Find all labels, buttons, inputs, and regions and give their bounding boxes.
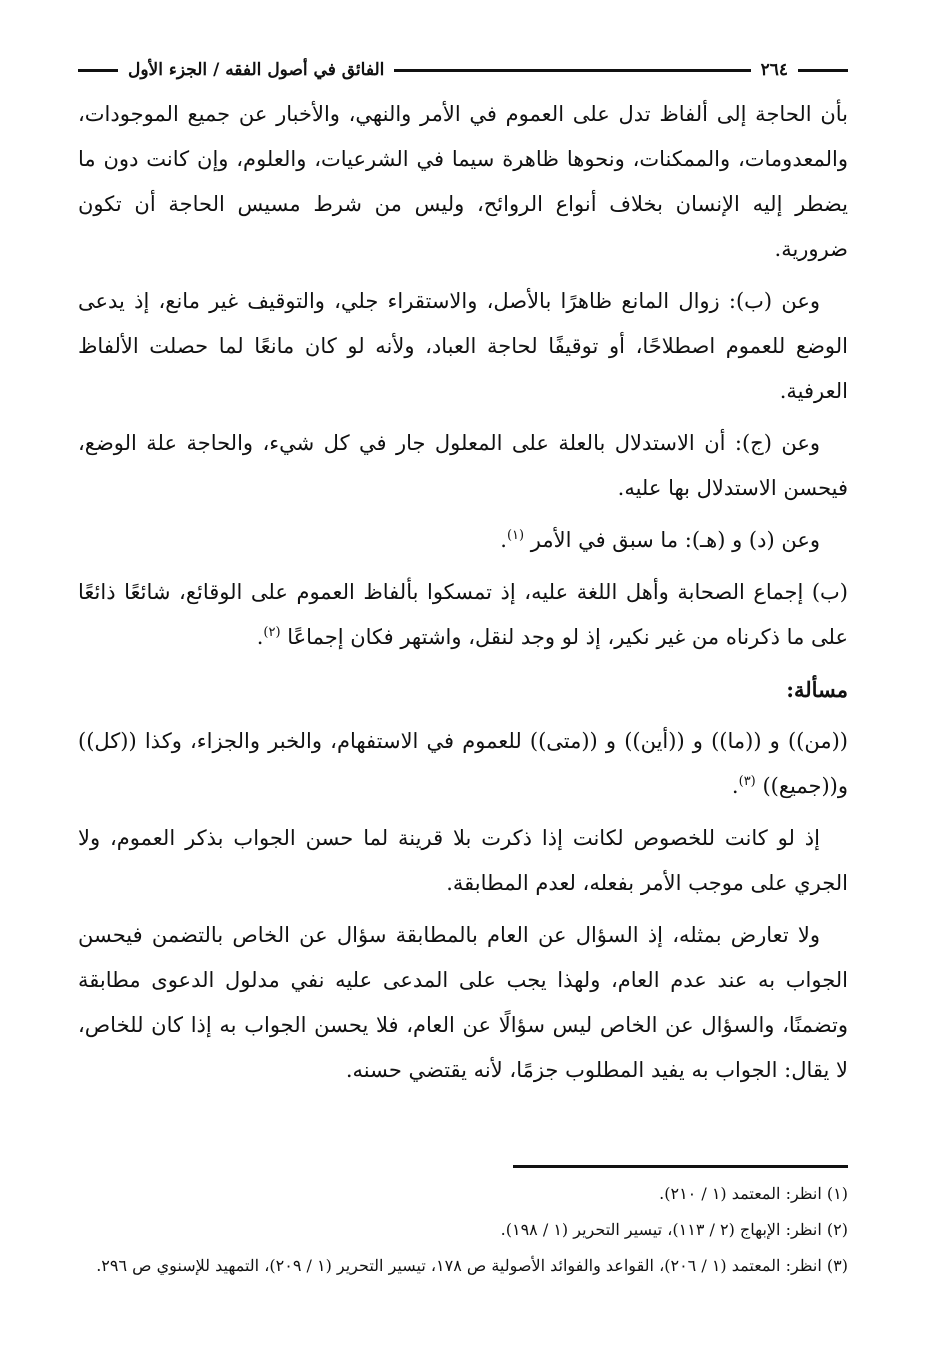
footnote-1: (١) انظر: المعتمد (١ / ٢١٠).	[659, 1184, 848, 1203]
paragraph-4-end: .	[500, 528, 507, 552]
paragraph-1	[78, 92, 848, 272]
footnote-ref-3: (٣)	[738, 774, 756, 789]
header-rule-left	[78, 69, 118, 72]
paragraph-8	[78, 816, 848, 906]
paragraph-7	[78, 719, 848, 809]
footnote-3: (٣) انظر: المعتمد (١ / ٢٠٦)، القواعد والفوائد الأصولية ص ١٧٨، تيسير التحرير (١ / ٢٠٩)، التمهيد للإسنوي ص ٢٩٦.	[96, 1256, 848, 1275]
book-title: الفائق في أصول الفقه / الجزء الأول	[128, 60, 385, 80]
page-number: ٢٦٤	[760, 60, 788, 80]
header-rule-middle	[394, 69, 750, 72]
paragraph-2	[78, 279, 848, 414]
section-heading-text: مسألة:	[786, 677, 848, 702]
footnote-2: (٢) انظر: الإبهاج (٢ / ١١٣)، تيسير التحرير (١ / ١٩٨).	[500, 1220, 848, 1239]
footnote-ref-2: (٢)	[263, 625, 281, 640]
paragraph-4	[78, 518, 848, 563]
paragraph-2-text: وعن (ب): زوال المانع ظاهرًا بالأصل، والاستقراء جلي، والتوقيف غير مانع، إذ يدعى الوضع للعموم اصطلاحًا، أو توقيفًا لحاجة العباد، ولأنه لو كان مانعًا لما حصلت الألفاظ العرفية.	[78, 289, 848, 403]
header-rule-right	[798, 69, 848, 72]
footnote-separator	[513, 1165, 848, 1168]
paragraph-8-text: إذ لو كانت للخصوص لكانت إذا ذكرت بلا قرينة لما حسن الجواب بذكر العموم، ولا الجري على موجب الأمر بفعله، لعدم المطابقة.	[78, 826, 848, 895]
section-heading	[78, 667, 848, 712]
footnotes	[78, 1165, 848, 1284]
paragraph-7-end: .	[731, 774, 739, 798]
footnote-ref-1: (١)	[506, 528, 525, 543]
paragraph-1-text: بأن الحاجة إلى ألفاظ تدل على العموم في الأمر والنهي، والأخبار عن جميع الموجودات، والمعدومات، والممكنات، ونحوها ظاهرة سيما في الشرعيات، والعلوم، وإن كانت دون ما يضطر إليه الإنسان بخلاف أنواع الروائح، وليس من شرط مسيس الحاجة أن تكون ضرورية.	[78, 102, 848, 261]
page	[78, 50, 848, 1100]
paragraph-5-end: .	[256, 625, 264, 649]
paragraph-3	[78, 421, 848, 511]
paragraph-7-text: ((من)) و ((ما)) و ((أين)) و ((متى)) للعموم في الاستفهام، والخبر والجزاء، وكذا ((كل)) و((جميع))	[78, 729, 848, 798]
paragraph-9	[78, 913, 848, 1093]
paragraph-4-text: وعن (د) و (هـ): ما سبق في الأمر	[530, 528, 820, 552]
paragraph-5	[78, 570, 848, 660]
paragraph-3-text: وعن (ج): أن الاستدلال بالعلة على المعلول جار في كل شيء، والحاجة علة الوضع، فيحسن الاستدلال بها عليه.	[78, 431, 848, 500]
paragraph-9-text: ولا تعارض بمثله، إذ السؤال عن العام بالمطابقة سؤال عن الخاص بالتضمن فيحسن الجواب به عند عدم العام، ولهذا يجب على المدعى عليه نفي مدلول الدعوى مطابقة وتضمنًا، والسؤال عن الخاص ليس سؤالًا عن العام، فلا يحسن الجواب به إذا كان للخاص، لا يقال: الجواب به يفيد المطلوب جزمًا، لأنه يقتضي حسنه.	[78, 923, 848, 1082]
running-header	[78, 50, 848, 90]
main-text	[78, 92, 848, 1093]
paragraph-5-text: (ب) إجماع الصحابة وأهل اللغة عليه، إذ تمسكوا بألفاظ العموم على الوقائع، شائعًا ذائعًا على ما ذكرناه من غير نكير، إذ لو وجد لنقل، واشتهر فكان إجماعًا	[78, 580, 848, 649]
